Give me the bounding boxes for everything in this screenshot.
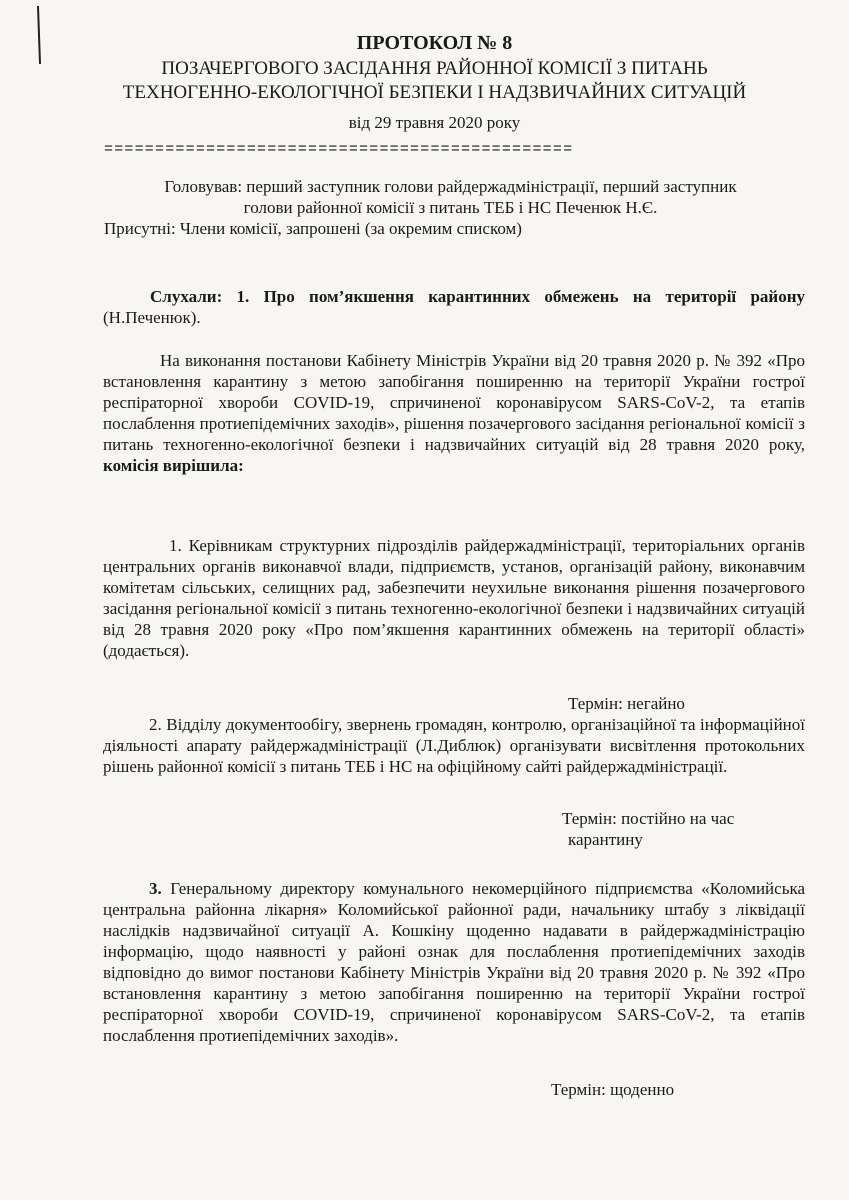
protocol-subtitle-line1: ПОЗАЧЕРГОВОГО ЗАСІДАННЯ РАЙОННОЇ КОМІСІЇ З ПИТАНЬ [161,58,708,79]
deadline-item-2 [562,808,792,850]
present-members: Присутні: Члени комісії, запрошені (за окремим списком) [104,219,522,238]
chaired-line1: Головував: перший заступник голови райдержадміністрації, перший заступник [164,177,737,196]
heard-label: Слухали: 1. Про пом’якшення карантинних обмежень на території району [150,287,805,306]
protocol-title: ПРОТОКОЛ № 8 [356,32,513,54]
document-header [60,30,809,134]
margin-pen-mark [37,6,41,64]
decision-item-1: 1. Керівникам структурних підрозділів райдержадміністрації, територіальних органів центральних органів виконавчої влади, підприємств, установ, організацій району, виконавчим комітетам сільських, селищних рад, забезпечити неухильне виконання рішення позачергового засідання регіональної комісії з питань техногенно-екологічної безпеки і надзвичайних ситуацій від 28 травня 2020 року «Про пом’якшення карантинних обмежень на території області» (додається). [103,536,805,660]
decision-item-3-number: 3. [149,879,162,898]
protocol-date: від 29 травня 2020 року [348,113,521,132]
heard-section [103,286,805,328]
decision-label: комісія вирішила: [103,456,244,475]
decision-item-3 [103,878,805,1046]
separator-line: ============================================== [104,141,574,158]
intro-paragraph [103,350,805,476]
deadline-item-2-line1: Термін: постійно на час [562,809,735,828]
decision-item-2: 2. Відділу документообігу, звернень громадян, контролю, організаційної та інформаційної діяльності апарату райдержадміністрації (Л.Диблюк) організувати висвітлення протокольних рішень районної комісії з питань ТЕБ і НС на офіційному сайті райдержадміністрації. [103,715,805,776]
deadline-item-1: Термін: негайно [568,694,685,713]
chaired-line2: голови районної комісії з питань ТЕБ і НС Печенюк Н.Є. [243,198,658,217]
chaired-by [102,176,799,218]
deadline-item-2-line2: карантину [568,830,643,849]
deadline-item-3: Термін: щоденно [551,1080,675,1099]
intro-text: На виконання постанови Кабінету Міністрів України від 20 травня 2020 р. № 392 «Про встановлення карантину з метою запобігання поширенню на території України гострої респіраторної хвороби COVID-19, спричиненої коронавірусом SARS-CoV-2, та етапів послаблення протиепідемічних заходів», рішення позачергового засідання регіональної комісії з питань техногенно-екологічної безпеки і надзвичайних ситуацій від 28 травня 2020 року, [103,351,805,454]
heard-speaker: (Н.Печенюк). [103,308,201,327]
protocol-subtitle-line2: ТЕХНОГЕННО-ЕКОЛОГІЧНОЇ БЕЗПЕКИ І НАДЗВИЧАЙНИХ СИТУАЦІЙ [122,82,747,103]
decision-item-3-text: Генеральному директору комунального некомерційного підприємства «Коломийська центральна районна лікарня» Коломийської районної ради, начальнику штабу з ліквідації наслідків надзвичайної ситуації А. Кошкіну щоденно надавати в райдержадміністрацію інформацію, щодо наявності у районі ознак для послаблення протиепідемічних заходів відповідно до вимог постанови Кабінету Міністрів України від 20 травня 2020 р. № 392 «Про встановлення карантину з метою запобігання поширенню на території України гострої респіраторної хвороби COVID-19, спричиненої коронавірусом SARS-CoV-2, та етапів послаблення протиепідемічних заходів». [103,879,805,1045]
